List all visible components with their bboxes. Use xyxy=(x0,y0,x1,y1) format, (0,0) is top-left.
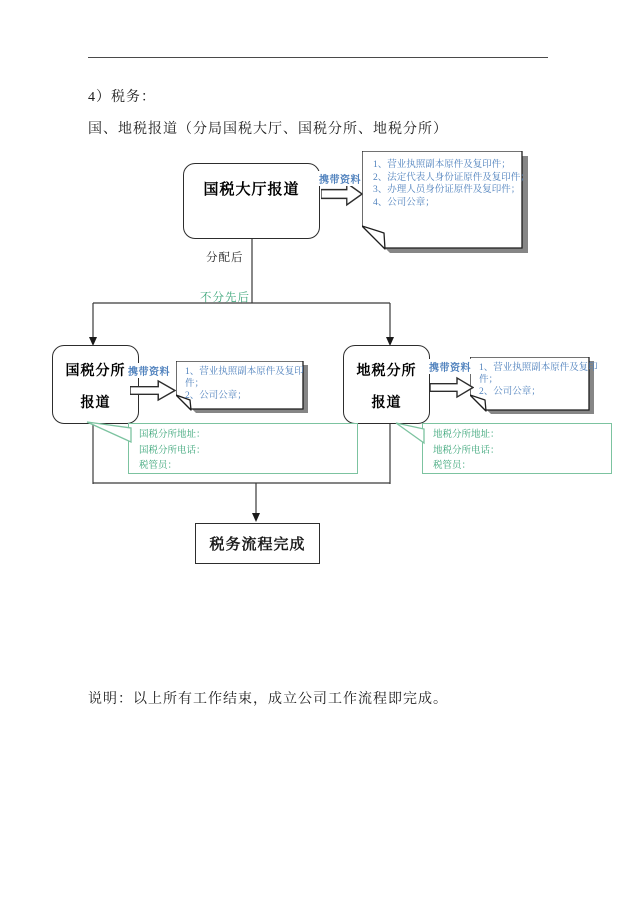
node-label-line2: 报道 xyxy=(80,395,111,411)
note-text xyxy=(470,357,602,398)
callout-tail-right xyxy=(394,419,426,446)
node-national-tax-hall xyxy=(183,163,320,239)
node-local-tax-branch xyxy=(343,345,430,424)
divider-line xyxy=(88,57,548,58)
note-text xyxy=(362,151,539,209)
note-item: 2、法定代表人身份证原件及复印件； xyxy=(373,172,530,183)
callout-national-branch-info xyxy=(128,423,358,474)
note-item: 1、营业执照副本原件及复印件； xyxy=(373,160,511,170)
node-label-line1: 地税分所 xyxy=(356,363,417,379)
callout-tail-left xyxy=(85,419,133,445)
note-required-documents-top xyxy=(362,151,529,254)
note-text xyxy=(176,361,316,402)
note-required-documents-left xyxy=(176,361,310,415)
note-item: 1、营业执照副本原件及复印件； xyxy=(479,363,598,385)
callout-line: 地税分所电话： xyxy=(433,445,500,456)
callout-line: 税管员： xyxy=(433,461,472,471)
callout-line: 国税分所电话： xyxy=(139,445,206,456)
note-required-documents-right xyxy=(470,357,596,416)
carry-materials-label-left: 携带资料 xyxy=(127,363,171,378)
carry-materials-label-top: 携带资料 xyxy=(318,171,362,186)
note-item: 1、营业执照副本原件及复印件； xyxy=(185,367,304,389)
node-label-line1: 国税分所 xyxy=(65,363,126,379)
note-item: 3、办理人员身份证原件及复印件； xyxy=(373,185,521,195)
node-label: 税务流程完成 xyxy=(209,535,306,553)
node-label: 国税大厅报道 xyxy=(203,180,300,198)
section-subtitle: 国、地税报道（分局国税大厅、国税分所、地税分所） xyxy=(88,122,448,137)
node-tax-process-complete xyxy=(195,523,320,564)
note-item: 2、公司公章； xyxy=(479,387,541,397)
callout-line: 国税分所地址： xyxy=(139,430,206,440)
closing-note: 说明：以上所有工作结束，成立公司工作流程即完成。 xyxy=(88,692,448,707)
note-item: 4、公司公章； xyxy=(373,197,435,208)
node-label-line2: 报道 xyxy=(371,395,402,411)
node-national-tax-branch xyxy=(52,345,139,424)
label-no-particular-order: 不分先后 xyxy=(200,292,250,304)
callout-line: 税管员： xyxy=(139,461,178,471)
carry-materials-label-right: 携带资料 xyxy=(428,359,472,374)
callout-local-branch-info xyxy=(422,423,612,474)
block-arrow-right-right xyxy=(430,376,474,399)
section-heading: 4）税务： xyxy=(88,90,156,105)
callout-line: 地税分所地址： xyxy=(433,430,500,440)
label-after-assignment: 分配后 xyxy=(206,252,244,264)
note-item: 2、公司公章； xyxy=(185,391,247,401)
block-arrow-right-left xyxy=(130,379,176,402)
